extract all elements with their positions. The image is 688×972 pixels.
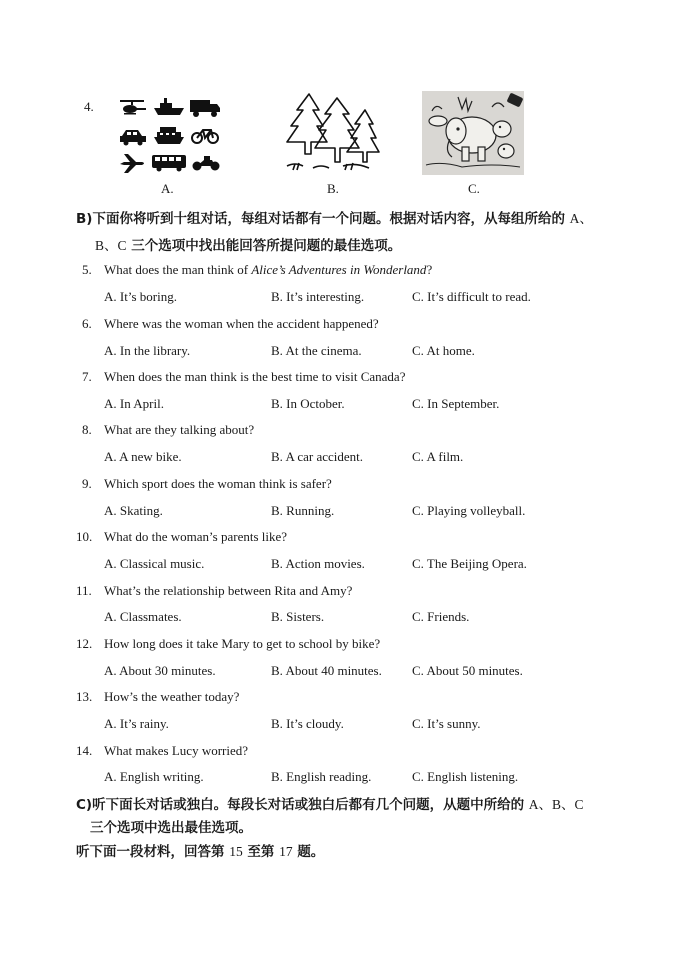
question-7-option-a: A. In April. xyxy=(104,396,164,411)
question-10-option-a: A. Classical music. xyxy=(104,556,205,571)
question-13-option-c: C. It’s sunny. xyxy=(412,716,481,731)
listening-instruction: 听下面一段材料，回答第 15 至第 17 题。 xyxy=(76,844,325,860)
question-11-option-a: A. Classmates. xyxy=(104,609,182,624)
motorcycle-icon xyxy=(193,156,220,171)
question-5-number: 5. xyxy=(82,262,92,277)
question-12-option-c: C. About 50 minutes. xyxy=(412,663,523,678)
bicycle-icon xyxy=(192,130,218,143)
section-b-heading-line2: B、C 三个选项中找出能回答所提问题的最佳选项。 xyxy=(95,238,402,254)
section-c-heading-line1: C)听下面长对话或独白。每段长对话或独白后都有几个问题，从题中所给的 A、B、C xyxy=(76,797,584,813)
question-6-option-c: C. At home. xyxy=(412,343,475,358)
trees-picture xyxy=(285,92,381,176)
question-8-number: 8. xyxy=(82,422,92,437)
ship-icon xyxy=(154,98,184,115)
question-11-option-b: B. Sisters. xyxy=(271,609,325,624)
question-9-option-a: A. Skating. xyxy=(104,503,163,518)
question-12-option-a: A. About 30 minutes. xyxy=(104,663,216,678)
question-6-text: Where was the woman when the accident happened? xyxy=(104,316,379,331)
question-13-number: 13. xyxy=(76,689,93,704)
question-5-option-c: C. It’s difficult to read. xyxy=(412,289,531,304)
bus-icon xyxy=(152,155,186,172)
elephant-picture xyxy=(422,91,524,175)
question-12-text: How long does it take Mary to get to school by bike? xyxy=(104,636,381,651)
question-13-option-b: B. It’s cloudy. xyxy=(271,716,344,731)
question-14-option-c: C. English listening. xyxy=(412,769,519,784)
question-4-number: 4. xyxy=(84,99,94,114)
question-8-text: What are they talking about? xyxy=(104,422,255,437)
picture-a-label: A. xyxy=(161,181,174,196)
helicopter-icon xyxy=(120,100,146,115)
question-14-number: 14. xyxy=(76,743,93,758)
picture-b-label: B. xyxy=(327,181,339,196)
question-9-text: Which sport does the woman think is safer? xyxy=(104,476,332,491)
question-6-option-b: B. At the cinema. xyxy=(271,343,362,358)
question-7-option-b: B. In October. xyxy=(271,396,345,411)
ferry-icon xyxy=(154,127,184,144)
question-7-option-c: C. In September. xyxy=(412,396,500,411)
section-c-heading-line2: 三个选项中选出最佳选项。 xyxy=(90,820,252,836)
question-7-text: When does the man think is the best time to visit Canada? xyxy=(104,369,406,384)
question-10-number: 10. xyxy=(76,529,93,544)
question-5-text: What does the man think of Alice’s Adventures in Wonderland? xyxy=(104,262,433,277)
question-6-number: 6. xyxy=(82,316,92,331)
airplane-icon xyxy=(120,154,144,173)
question-11-number: 11. xyxy=(76,583,92,598)
transport-icons-picture xyxy=(118,94,222,174)
question-11-text: What’s the relationship between Rita and Amy? xyxy=(104,583,353,598)
question-14-option-a: A. English writing. xyxy=(104,769,204,784)
car-icon xyxy=(120,130,146,146)
picture-c-label: C. xyxy=(468,181,480,196)
question-8-option-a: A. A new bike. xyxy=(104,449,182,464)
question-8-option-b: B. A car accident. xyxy=(271,449,364,464)
question-12-option-b: B. About 40 minutes. xyxy=(271,663,382,678)
question-9-number: 9. xyxy=(82,476,92,491)
question-13-text: How’s the weather today? xyxy=(104,689,240,704)
truck-icon xyxy=(190,100,220,117)
question-10-option-b: B. Action movies. xyxy=(271,556,365,571)
question-14-option-b: B. English reading. xyxy=(271,769,372,784)
question-10-option-c: C. The Beijing Opera. xyxy=(412,556,527,571)
question-5-option-a: A. It’s boring. xyxy=(104,289,177,304)
book-title: Alice’s Adventures in Wonderland xyxy=(251,262,427,277)
question-12-number: 12. xyxy=(76,636,93,651)
tree-1 xyxy=(287,94,327,154)
question-5-option-b: B. It’s interesting. xyxy=(271,289,365,304)
question-8-option-c: C. A film. xyxy=(412,449,464,464)
question-7-number: 7. xyxy=(82,369,92,384)
question-11-option-c: C. Friends. xyxy=(412,609,470,624)
question-10-text: What do the woman’s parents like? xyxy=(104,529,288,544)
question-9-option-b: B. Running. xyxy=(271,503,335,518)
question-9-option-c: C. Playing volleyball. xyxy=(412,503,526,518)
section-b-heading-line1: B)下面你将听到十组对话，每组对话都有一个问题。根据对话内容，从每组所给的 A、 xyxy=(76,211,593,227)
question-6-option-a: A. In the library. xyxy=(104,343,191,358)
question-14-text: What makes Lucy worried? xyxy=(104,743,249,758)
tree-3 xyxy=(347,110,379,162)
question-13-option-a: A. It’s rainy. xyxy=(104,716,169,731)
